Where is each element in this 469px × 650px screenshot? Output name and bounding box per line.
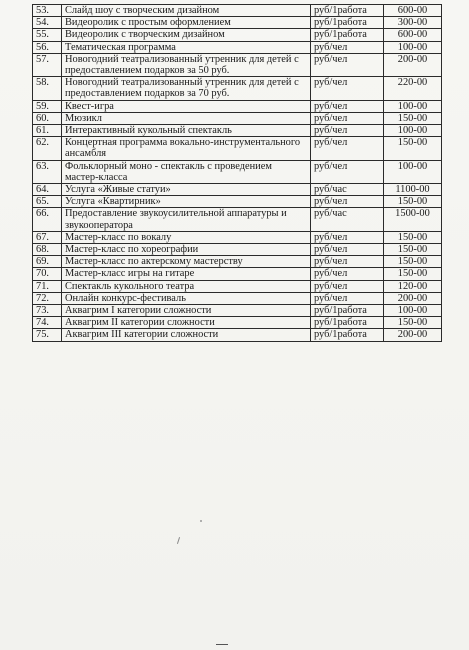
row-number: 57.: [33, 53, 62, 76]
unit-cell: руб/чел: [311, 280, 384, 292]
service-name: Услуга «Живые статуи»: [62, 184, 311, 196]
unit-cell: руб/час: [311, 184, 384, 196]
table-row: [33, 268, 442, 280]
price-cell: 100-00: [384, 160, 442, 183]
table-row: [33, 305, 442, 317]
service-name: Аквагрим II категории сложности: [62, 317, 311, 329]
service-name: Видеоролик с творческим дизайном: [62, 29, 311, 41]
table-row: [33, 53, 442, 76]
row-number: 72.: [33, 292, 62, 304]
table-row: [33, 184, 442, 196]
service-name: Аквагрим III категории сложности: [62, 329, 311, 341]
row-number: 62.: [33, 137, 62, 160]
row-number: 65.: [33, 196, 62, 208]
service-name: Онлайн конкурс-фестиваль: [62, 292, 311, 304]
scan-mark: [177, 537, 180, 544]
price-cell: 200-00: [384, 292, 442, 304]
table-row: [33, 125, 442, 137]
price-cell: 150-00: [384, 231, 442, 243]
table-row: [33, 5, 442, 17]
service-name: Тематическая программа: [62, 41, 311, 53]
price-cell: 120-00: [384, 280, 442, 292]
price-cell: 100-00: [384, 100, 442, 112]
row-number: 68.: [33, 244, 62, 256]
unit-cell: руб/чел: [311, 77, 384, 100]
row-number: 69.: [33, 256, 62, 268]
scan-mark: [216, 644, 228, 645]
row-number: 66.: [33, 208, 62, 231]
service-name: Мастер-класс по актерскому мастерству: [62, 256, 311, 268]
unit-cell: руб/чел: [311, 41, 384, 53]
price-cell: 150-00: [384, 244, 442, 256]
service-name: Услуга «Квартирник»: [62, 196, 311, 208]
row-number: 71.: [33, 280, 62, 292]
price-cell: 100-00: [384, 125, 442, 137]
table-row: [33, 231, 442, 243]
table-row: [33, 280, 442, 292]
price-table: [32, 4, 442, 342]
price-cell: 220-00: [384, 77, 442, 100]
service-name: Фольклорный моно - спектакль с проведением мастер-класса: [62, 160, 311, 183]
price-cell: 600-00: [384, 5, 442, 17]
table-row: [33, 329, 442, 341]
unit-cell: руб/чел: [311, 231, 384, 243]
unit-cell: руб/чел: [311, 160, 384, 183]
table-row: [33, 317, 442, 329]
table-row: [33, 112, 442, 124]
price-cell: 150-00: [384, 137, 442, 160]
unit-cell: руб/чел: [311, 53, 384, 76]
table-row: [33, 100, 442, 112]
service-name: Интерактивный кукольный спектакль: [62, 125, 311, 137]
row-number: 54.: [33, 17, 62, 29]
unit-cell: руб/чел: [311, 292, 384, 304]
price-cell: 100-00: [384, 41, 442, 53]
price-cell: 100-00: [384, 305, 442, 317]
price-cell: 150-00: [384, 256, 442, 268]
row-number: 70.: [33, 268, 62, 280]
service-name: Видеоролик с простым оформлением: [62, 17, 311, 29]
service-name: Мастер-класс игры на гитаре: [62, 268, 311, 280]
price-cell: 1100-00: [384, 184, 442, 196]
table-row: [33, 41, 442, 53]
table-row: [33, 77, 442, 100]
price-cell: 200-00: [384, 53, 442, 76]
row-number: 75.: [33, 329, 62, 341]
price-cell: 150-00: [384, 112, 442, 124]
row-number: 61.: [33, 125, 62, 137]
unit-cell: руб/1работа: [311, 329, 384, 341]
service-name: Квест-игра: [62, 100, 311, 112]
row-number: 67.: [33, 231, 62, 243]
service-name: Предоставление звукоусилительной аппаратуры и звукооператора: [62, 208, 311, 231]
service-name: Мастер-класс по вокалу: [62, 231, 311, 243]
scan-speck: [200, 520, 202, 522]
service-name: Новогодний театрализованный утренник для детей с предоставлением подарков за 50 руб.: [62, 53, 311, 76]
row-number: 64.: [33, 184, 62, 196]
service-name: Спектакль кукольного театра: [62, 280, 311, 292]
unit-cell: руб/чел: [311, 112, 384, 124]
unit-cell: руб/1работа: [311, 17, 384, 29]
price-cell: 150-00: [384, 268, 442, 280]
row-number: 60.: [33, 112, 62, 124]
row-number: 53.: [33, 5, 62, 17]
unit-cell: руб/чел: [311, 125, 384, 137]
price-cell: 150-00: [384, 317, 442, 329]
table-row: [33, 29, 442, 41]
table-row: [33, 137, 442, 160]
unit-cell: руб/чел: [311, 244, 384, 256]
table-row: [33, 256, 442, 268]
service-name: Новогодний театрализованный утренник для детей с предоставлением подарков за 70 руб.: [62, 77, 311, 100]
table-row: [33, 17, 442, 29]
service-name: Мюзикл: [62, 112, 311, 124]
unit-cell: руб/чел: [311, 268, 384, 280]
unit-cell: руб/1работа: [311, 29, 384, 41]
service-name: Мастер-класс по хореографии: [62, 244, 311, 256]
table-row: [33, 160, 442, 183]
unit-cell: руб/чел: [311, 100, 384, 112]
row-number: 55.: [33, 29, 62, 41]
unit-cell: руб/час: [311, 208, 384, 231]
unit-cell: руб/чел: [311, 196, 384, 208]
price-cell: 150-00: [384, 196, 442, 208]
price-cell: 600-00: [384, 29, 442, 41]
unit-cell: руб/чел: [311, 137, 384, 160]
service-name: Слайд шоу с творческим дизайном: [62, 5, 311, 17]
service-name: Аквагрим I категории сложности: [62, 305, 311, 317]
row-number: 73.: [33, 305, 62, 317]
row-number: 74.: [33, 317, 62, 329]
unit-cell: руб/1работа: [311, 317, 384, 329]
table-row: [33, 208, 442, 231]
row-number: 63.: [33, 160, 62, 183]
price-cell: 1500-00: [384, 208, 442, 231]
row-number: 56.: [33, 41, 62, 53]
price-cell: 300-00: [384, 17, 442, 29]
price-cell: 200-00: [384, 329, 442, 341]
unit-cell: руб/чел: [311, 256, 384, 268]
service-name: Концертная программа вокально-инструментального ансамбля: [62, 137, 311, 160]
row-number: 58.: [33, 77, 62, 100]
table-row: [33, 244, 442, 256]
unit-cell: руб/1работа: [311, 305, 384, 317]
row-number: 59.: [33, 100, 62, 112]
table-row: [33, 196, 442, 208]
price-table-body: [33, 5, 442, 342]
table-row: [33, 292, 442, 304]
unit-cell: руб/1работа: [311, 5, 384, 17]
